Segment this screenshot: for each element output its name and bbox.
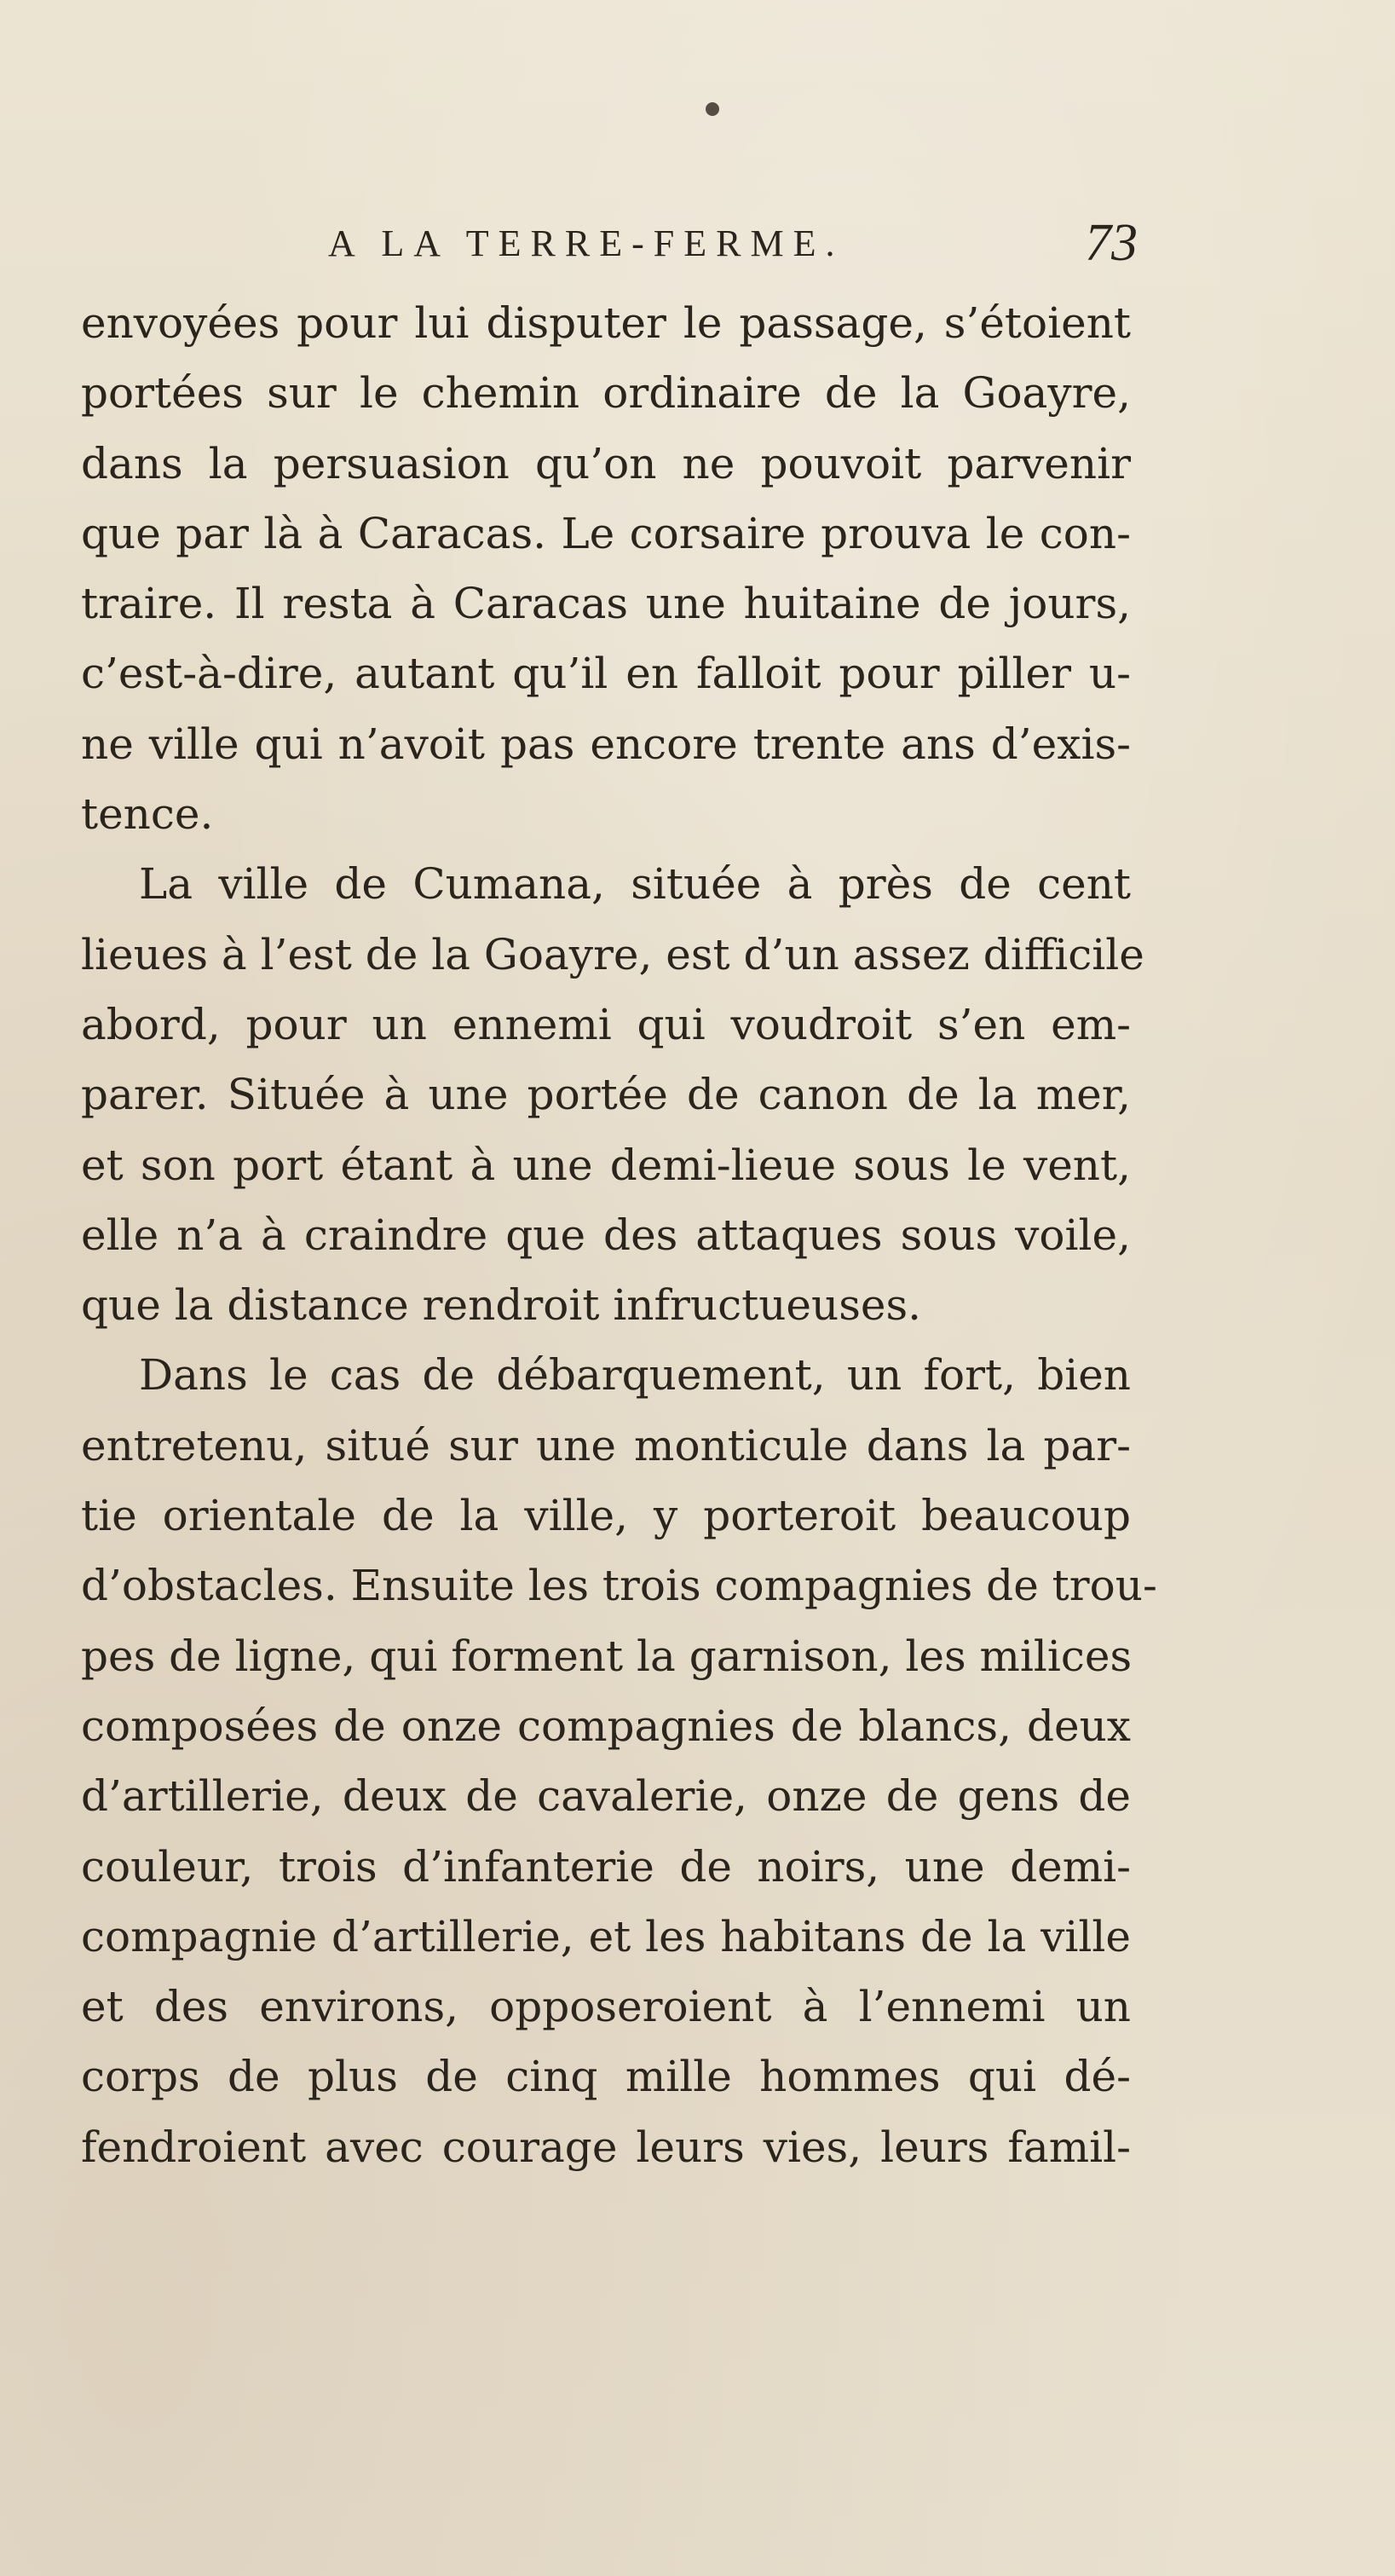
text-line: traire. Il resta à Caracas une huitaine de jours,: [81, 579, 1131, 629]
text-line: parer. Située à une portée de canon de la mer,: [81, 1070, 1131, 1120]
text-line: envoyées pour lui disputer le passage, s’étoient: [81, 298, 1131, 348]
text-line: d’artillerie, deux de cavalerie, onze de gens de: [81, 1771, 1131, 1822]
text-line: et des environs, opposeroient à l’ennemi un: [81, 1982, 1131, 2032]
body-text: [81, 288, 1157, 2182]
paragraph-start-line: La ville de Cumana, située à près de cent: [139, 859, 1131, 910]
paragraph-end-line: tence.: [81, 789, 214, 840]
text-line: compagnie d’artillerie, et les habitans de la ville: [81, 1911, 1131, 1961]
text-line: fendroient avec courage leurs vies, leurs famil-: [81, 2122, 1131, 2172]
paragraph-end-line: que la distance rendroit infructueuses.: [81, 1280, 922, 1331]
text-line: pes de ligne, qui forment la garnison, les milices: [81, 1631, 1133, 1681]
text-line: abord, pour un ennemi qui voudroit s’en em-: [81, 999, 1131, 1049]
text-line: dans la persuasion qu’on ne pouvoit parvenir: [81, 438, 1131, 488]
page-header: [328, 213, 1138, 273]
text-line: ne ville qui n’avoit pas encore trente ans d’exis-: [81, 719, 1131, 769]
running-head: A LA TERRE-FERME.: [328, 222, 844, 264]
text-line: elle n’a à craindre que des attaques sous voile,: [81, 1210, 1131, 1260]
ink-dot: [706, 102, 719, 116]
text-line: que par là à Caracas. Le corsaire prouva le con-: [81, 508, 1131, 558]
text-line: et son port étant à une demi-lieue sous le vent,: [81, 1140, 1131, 1190]
text-line: entretenu, situé sur une monticule dans la par-: [81, 1420, 1131, 1470]
text-line: portées sur le chemin ordinaire de la Goayre,: [81, 368, 1131, 419]
text-line: c’est-à-dire, autant qu’il en falloit pour piller u-: [81, 649, 1131, 699]
text-line: corps de plus de cinq mille hommes qui dé-: [81, 2052, 1131, 2102]
text-line: d’obstacles. Ensuite les trois compagnies de trou-: [81, 1561, 1157, 1611]
page-number: 73: [1085, 214, 1138, 272]
text-line: tie orientale de la ville, y porteroit beaucoup: [81, 1491, 1131, 1541]
text-line: lieues à l’est de la Goayre, est d’un assez difficile: [81, 929, 1144, 979]
paragraph-start-line: Dans le cas de débarquement, un fort, bien: [139, 1350, 1131, 1401]
text-line: couleur, trois d’infanterie de noirs, une demi-: [81, 1841, 1131, 1892]
text-line: composées de onze compagnies de blancs, deux: [81, 1701, 1131, 1751]
